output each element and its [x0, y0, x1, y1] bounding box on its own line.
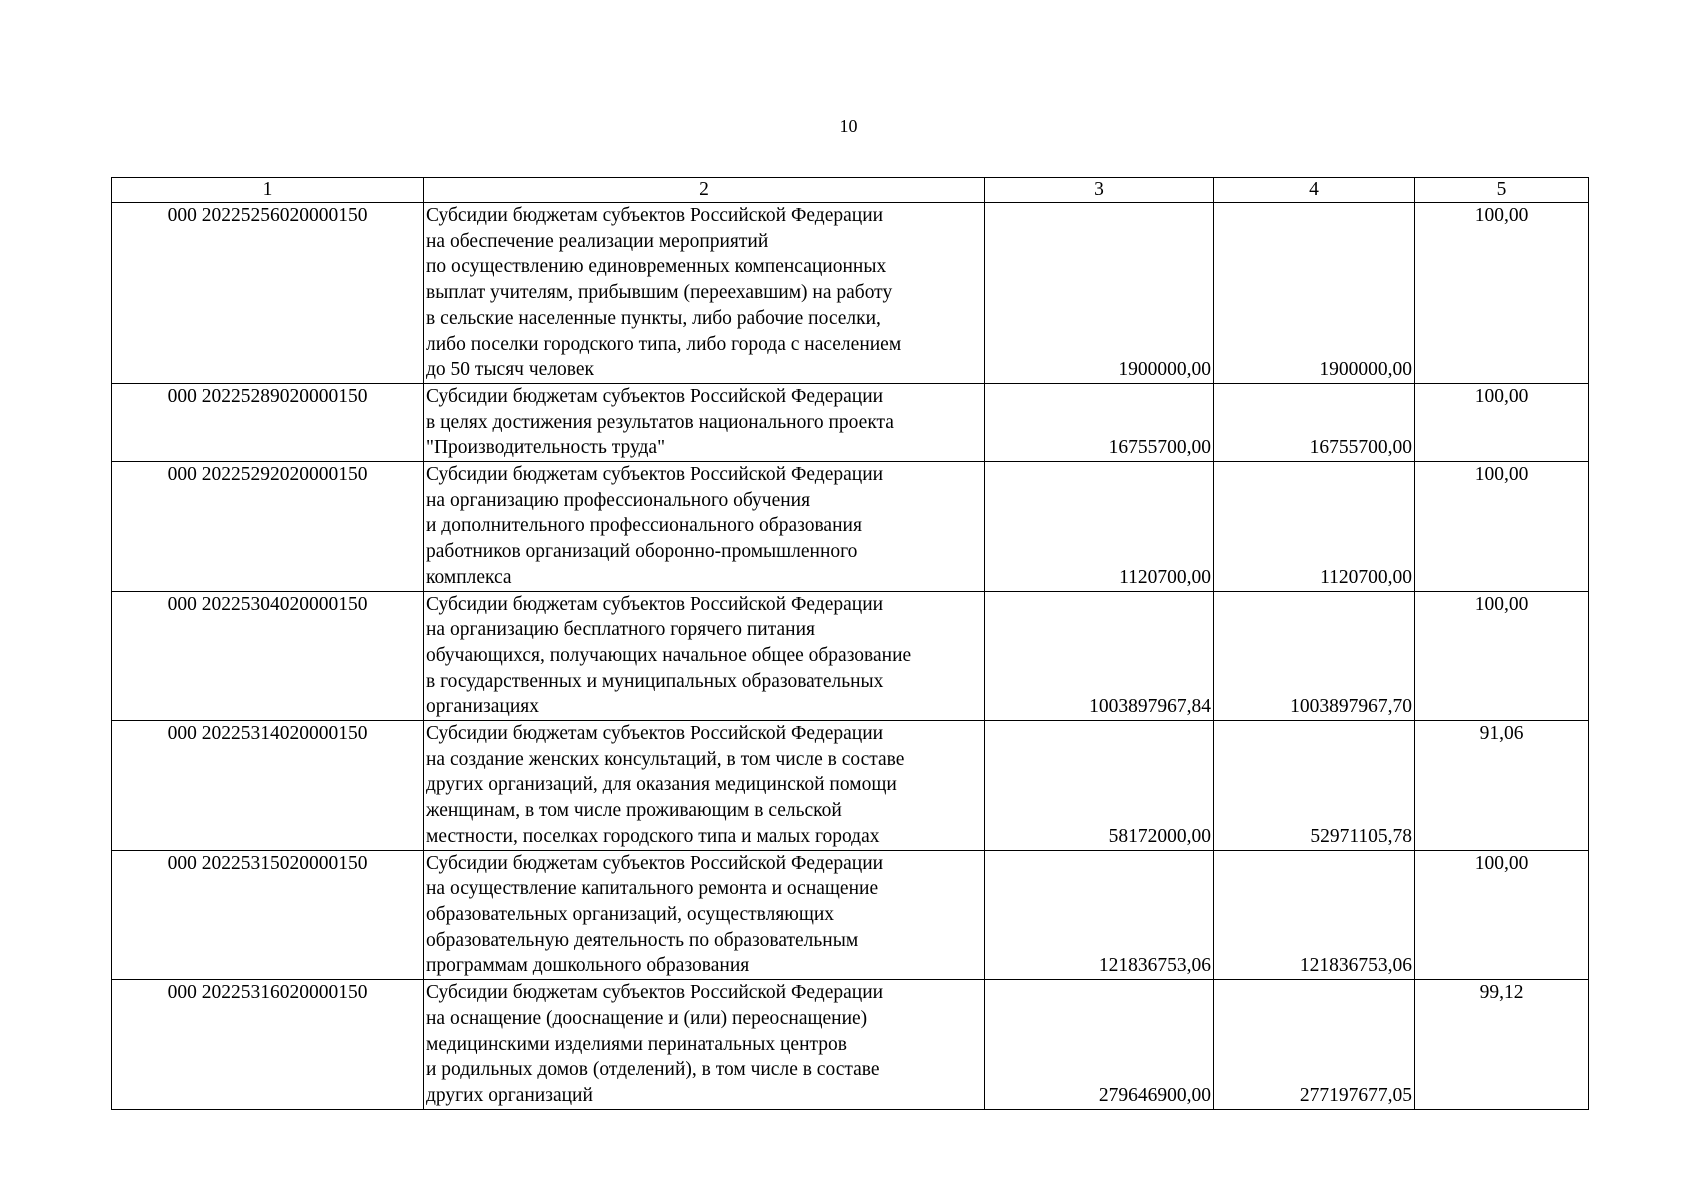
header-col-3: 3 [985, 178, 1214, 203]
table-header [112, 178, 1589, 203]
income-name-cell: Субсидии бюджетам субъектов Российской Федерации на обеспечение реализации мероприятий по осуществлению единовременных компенсационных выплат учителям, прибывшим (переехавшим) на работу в сельские населенные пункты, либо рабочие поселки, либо поселки городского типа, либо города с населением до 50 тысяч человек [424, 203, 985, 384]
budget-code-cell: 000 20225304020000150 [112, 591, 424, 721]
income-name-cell: Субсидии бюджетам субъектов Российской Федерации в целях достижения результатов национального проекта "Производительность труда" [424, 383, 985, 461]
planned-amount-cell: 121836753,06 [985, 850, 1214, 980]
table-row [112, 383, 1589, 461]
header-col-2: 2 [424, 178, 985, 203]
header-col-5: 5 [1415, 178, 1589, 203]
page-number: 10 [839, 116, 858, 136]
budget-code-cell: 000 20225289020000150 [112, 383, 424, 461]
header-col-1: 1 [112, 178, 424, 203]
planned-amount-cell: 58172000,00 [985, 721, 1214, 851]
table-row [112, 203, 1589, 384]
planned-amount-cell: 1900000,00 [985, 203, 1214, 384]
execution-percent-cell: 100,00 [1415, 850, 1589, 980]
execution-percent-cell: 100,00 [1415, 462, 1589, 592]
budget-code-cell: 000 20225316020000150 [112, 980, 424, 1110]
execution-percent-cell: 91,06 [1415, 721, 1589, 851]
planned-amount-cell: 16755700,00 [985, 383, 1214, 461]
budget-code-cell: 000 20225292020000150 [112, 462, 424, 592]
execution-percent-cell: 100,00 [1415, 591, 1589, 721]
executed-amount-cell: 121836753,06 [1214, 850, 1415, 980]
executed-amount-cell: 52971105,78 [1214, 721, 1415, 851]
income-name-cell: Субсидии бюджетам субъектов Российской Федерации на организацию бесплатного горячего питания обучающихся, получающих начальное общее образование в государственных и муниципальных образовательных организациях [424, 591, 985, 721]
executed-amount-cell: 16755700,00 [1214, 383, 1415, 461]
table-row [112, 721, 1589, 851]
budget-code-cell: 000 20225314020000150 [112, 721, 424, 851]
income-name-cell: Субсидии бюджетам субъектов Российской Федерации на организацию профессионального обучения и дополнительного профессионального образования работников организаций оборонно-промышленного комплекса [424, 462, 985, 592]
execution-percent-cell: 100,00 [1415, 203, 1589, 384]
table-row [112, 591, 1589, 721]
table-row [112, 850, 1589, 980]
executed-amount-cell: 1003897967,70 [1214, 591, 1415, 721]
budget-code-cell: 000 20225256020000150 [112, 203, 424, 384]
income-name-cell: Субсидии бюджетам субъектов Российской Федерации на оснащение (дооснащение и (или) переоснащение) медицинскими изделиями перинатальных центров и родильных домов (отделений), в том числе в составе других организаций [424, 980, 985, 1110]
table-body [112, 203, 1589, 1110]
budget-table [111, 177, 1589, 1110]
execution-percent-cell: 100,00 [1415, 383, 1589, 461]
executed-amount-cell: 277197677,05 [1214, 980, 1415, 1110]
table-row [112, 980, 1589, 1110]
budget-code-cell: 000 20225315020000150 [112, 850, 424, 980]
header-col-4: 4 [1214, 178, 1415, 203]
planned-amount-cell: 1003897967,84 [985, 591, 1214, 721]
executed-amount-cell: 1120700,00 [1214, 462, 1415, 592]
header-row [112, 178, 1589, 203]
planned-amount-cell: 279646900,00 [985, 980, 1214, 1110]
execution-percent-cell: 99,12 [1415, 980, 1589, 1110]
planned-amount-cell: 1120700,00 [985, 462, 1214, 592]
table-row [112, 462, 1589, 592]
income-name-cell: Субсидии бюджетам субъектов Российской Федерации на осуществление капитального ремонта и оснащение образовательных организаций, осуществляющих образовательную деятельность по образовательным программам дошкольного образования [424, 850, 985, 980]
income-name-cell: Субсидии бюджетам субъектов Российской Федерации на создание женских консультаций, в том числе в составе других организаций, для оказания медицинской помощи женщинам, в том числе проживающим в сельской местности, поселках городского типа и малых городах [424, 721, 985, 851]
executed-amount-cell: 1900000,00 [1214, 203, 1415, 384]
